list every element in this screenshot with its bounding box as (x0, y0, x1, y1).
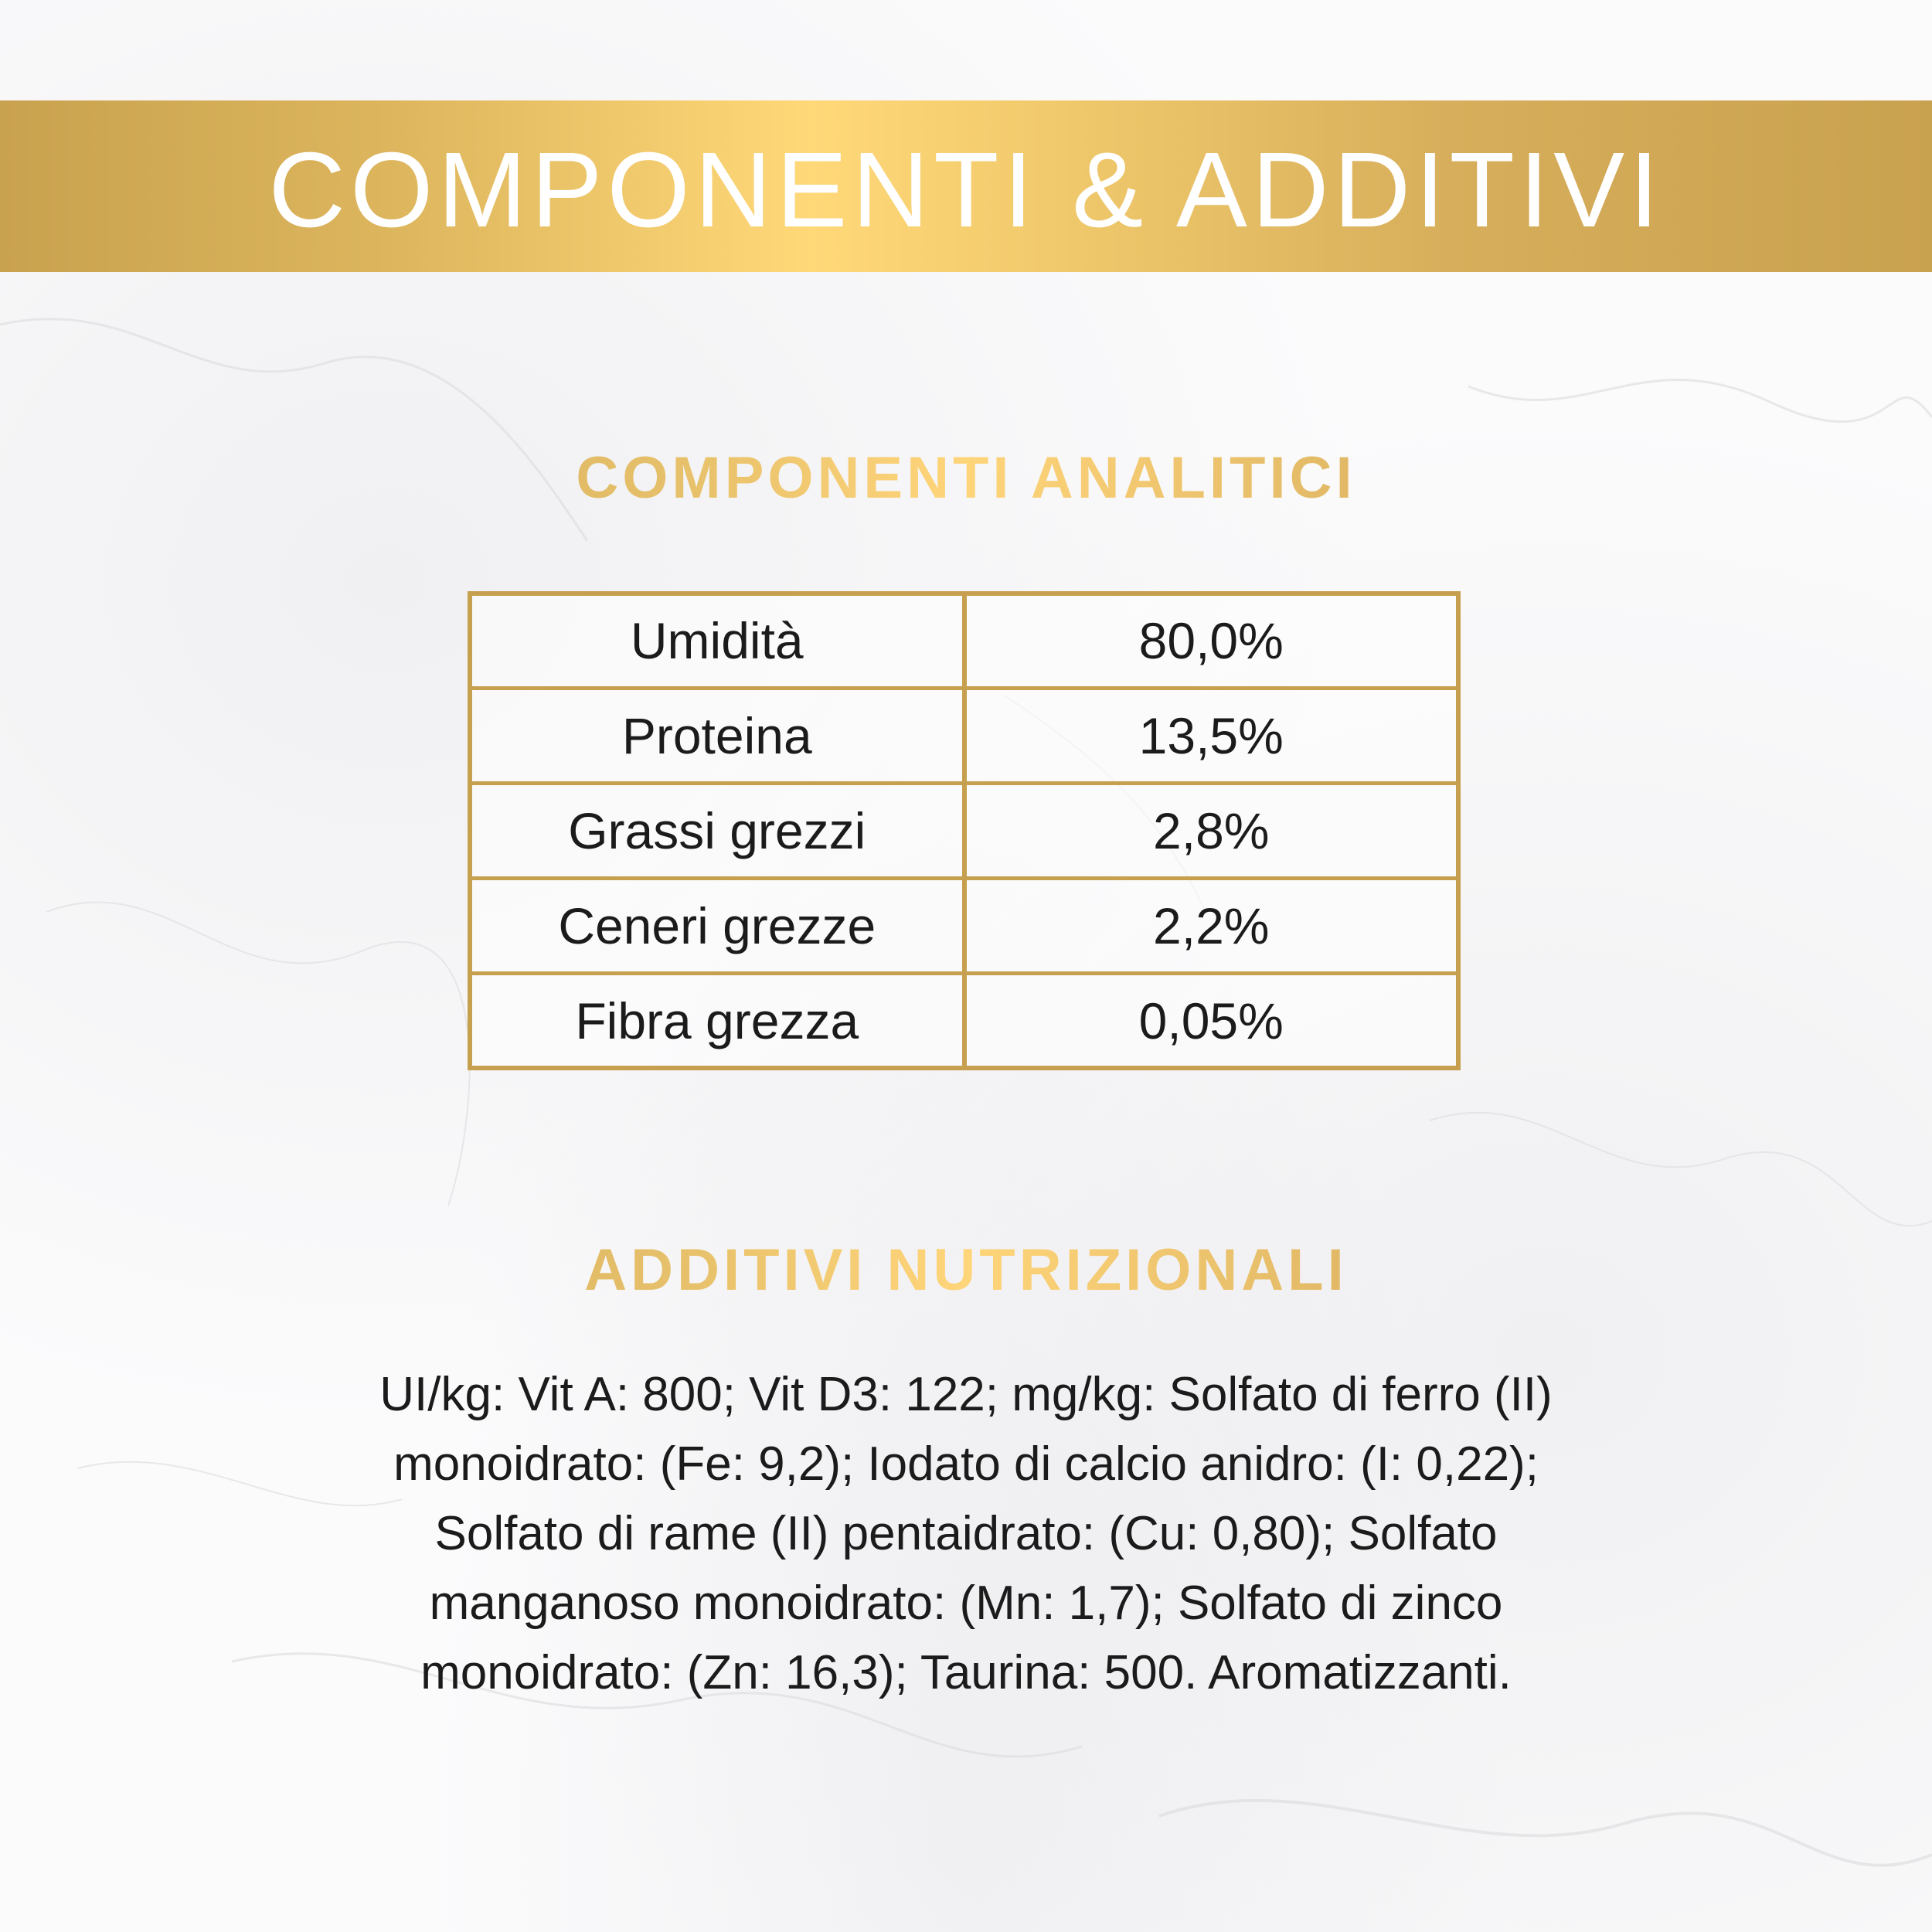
additives-line: Solfato di rame (II) pentaidrato: (Cu: 0,80); Solfato (434, 1507, 1498, 1560)
row-value: 2,8% (964, 783, 1457, 878)
analytic-components-table (468, 591, 1461, 1070)
additives-description (155, 1360, 1777, 1708)
additives-line: monoidrato: (Zn: 16,3); Taurina: 500. Aromatizzanti. (420, 1646, 1512, 1699)
table-row (472, 974, 1456, 1066)
row-label: Umidità (472, 596, 964, 688)
row-label: Fibra grezza (472, 974, 964, 1066)
row-value: 80,0% (1138, 612, 1284, 670)
row-label: Ceneri grezze (472, 879, 964, 974)
row-value: 13,5% (964, 688, 1457, 783)
additives-line: monoidrato: (Fe: 9,2); Iodato di calcio anidro: (I: 0,22); (393, 1437, 1539, 1491)
row-value: 2,2% (964, 879, 1457, 974)
row-label: Grassi grezzi (472, 783, 964, 878)
additives-line: manganoso monoidrato: (Mn: 1,7); Solfato di zinco (429, 1577, 1503, 1630)
table-row (472, 879, 1456, 974)
table-row (472, 783, 1456, 878)
header-banner (0, 100, 1932, 272)
table-row (472, 596, 1456, 688)
page-title: COMPONENTI & ADDITIVI (268, 131, 1664, 250)
table-row (472, 688, 1456, 783)
section-title-additivi-nutrizionali: ADDITIVI NUTRIZIONALI (0, 1236, 1932, 1304)
row-value: 0,05% (964, 974, 1457, 1066)
row-label: Proteina (472, 688, 964, 783)
additives-line: UI/kg: Vit A: 800; Vit D3: 122; mg/kg: Solfato di ferro (II) (379, 1368, 1553, 1421)
section-title-componenti-analitici: COMPONENTI ANALITICI (0, 444, 1932, 512)
